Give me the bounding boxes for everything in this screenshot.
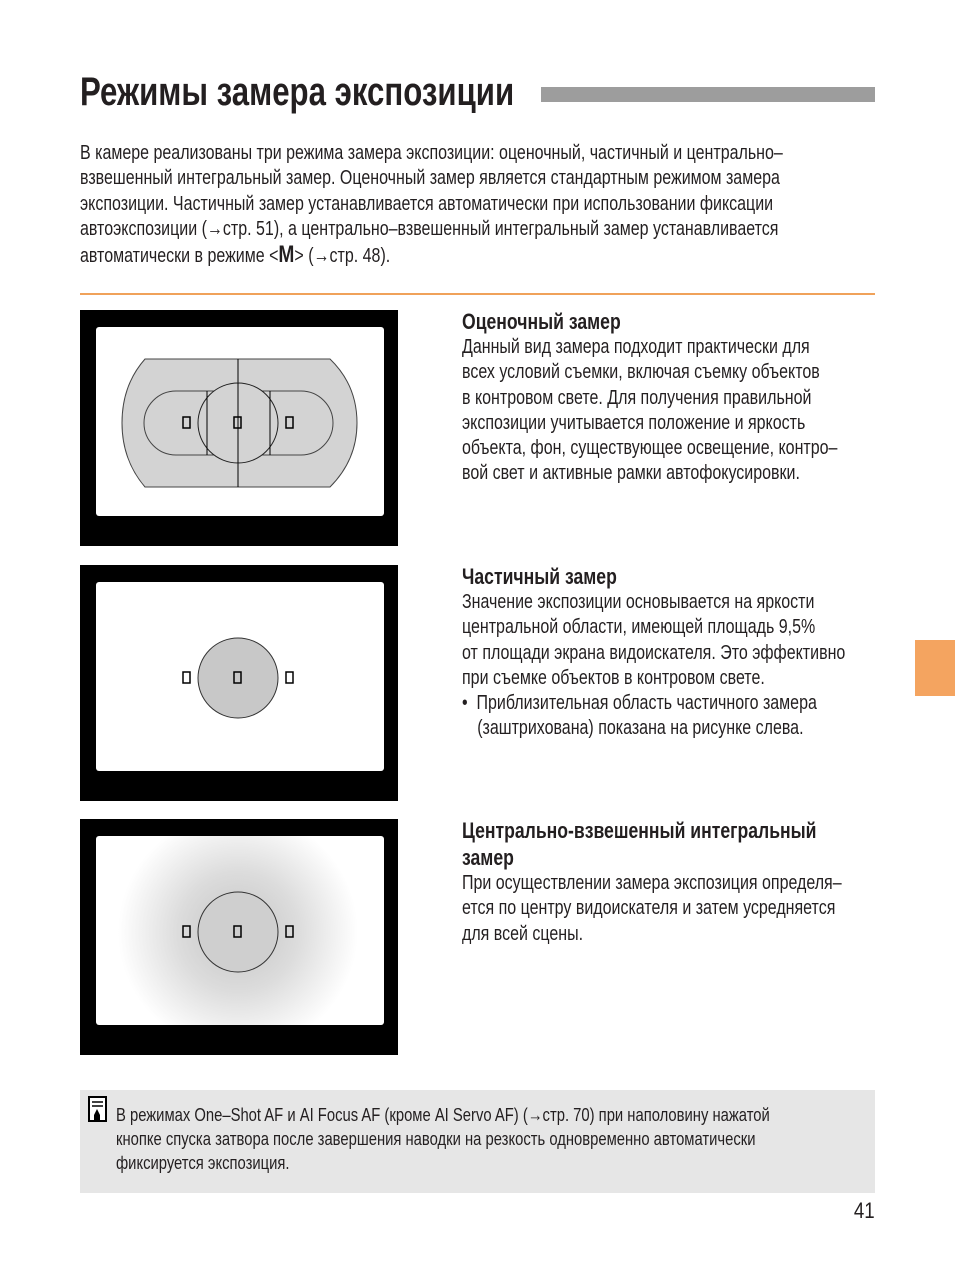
section-line: от площади экрана видоискателя. Это эффективно bbox=[462, 641, 846, 664]
section-line: центральной области, имеющей площадь 9,5% bbox=[462, 616, 816, 639]
center-weighted-metering-diagram bbox=[80, 819, 398, 1055]
bullet-item: • Приблизительная область частичного замера bbox=[462, 692, 817, 715]
section-line: вой свет и активные рамки автофокусировки. bbox=[462, 462, 800, 485]
section-line: Данный вид замера подходит практически для bbox=[462, 336, 810, 358]
note-line: В режимах One–Shot AF и AI Focus AF (кроме AI Servo AF) (→стр. 70) при наполовину нажатой bbox=[116, 1104, 770, 1125]
section-line: в контровом свете. Для получения правильной bbox=[462, 386, 812, 409]
section-line: экспозиции учитывается положение и яркость bbox=[462, 411, 806, 434]
intro-line bbox=[80, 242, 783, 267]
memo-icon bbox=[88, 1096, 108, 1124]
section-line: ется по центру видоискателя и затем усредняется bbox=[462, 897, 836, 920]
note-box bbox=[80, 1090, 875, 1193]
section-line: при съемке объектов в контровом свете. bbox=[462, 666, 765, 689]
section-evaluative bbox=[462, 308, 931, 487]
section-center-weighted bbox=[462, 817, 937, 947]
section-line: Значение экспозиции основывается на яркости bbox=[462, 591, 815, 613]
bullet-text: Приблизительная область частичного замера bbox=[476, 692, 817, 715]
section-heading: замер bbox=[462, 845, 514, 870]
note-line: кнопке спуска затвора после завершения наводки на резкость одновременно автоматически bbox=[116, 1128, 756, 1149]
title-bar bbox=[541, 87, 875, 102]
evaluative-metering-diagram bbox=[80, 310, 398, 546]
note-line: фиксируется экспозиция. bbox=[116, 1152, 290, 1173]
bullet-item-cont: (заштрихована) показана на рисунке слева. bbox=[477, 717, 804, 740]
page-title: Режимы замера экспозиции bbox=[80, 70, 515, 114]
divider bbox=[80, 293, 875, 295]
intro-line: автоэкспозиции (→стр. 51), а центрально–взвешенный интегральный замер устанавливается bbox=[80, 217, 779, 240]
page-number: 41 bbox=[853, 1198, 875, 1223]
intro-line: экспозиции. Частичный замер устанавливается автоматически при использовании фиксации bbox=[80, 192, 774, 215]
section-line: объекта, фон, существующее освещение, контро– bbox=[462, 437, 838, 460]
intro-line: В камере реализованы три режима замера экспозиции: оценочный, частичный и центрально– bbox=[80, 142, 783, 164]
section-heading: Центрально-взвешенный интегральный bbox=[462, 818, 817, 843]
chapter-tab bbox=[915, 640, 955, 696]
section-line: всех условий съемки, включая съемку объектов bbox=[462, 361, 820, 384]
section-line: При осуществлении замера экспозиция определя– bbox=[462, 872, 842, 894]
intro-text: > (→стр. 48). bbox=[294, 245, 391, 268]
mode-m-icon: M bbox=[278, 241, 295, 269]
intro-line: взвешенный интегральный замер. Оценочный замер является стандартным режимом замера bbox=[80, 167, 780, 190]
section-heading: Оценочный замер bbox=[462, 309, 621, 334]
intro-text: автоматически в режиме < bbox=[80, 245, 279, 268]
section-heading: Частичный замер bbox=[462, 564, 617, 589]
section-line: для всей сцены. bbox=[462, 922, 584, 945]
partial-metering-diagram bbox=[80, 565, 398, 801]
section-partial bbox=[462, 563, 941, 742]
intro-paragraph bbox=[80, 141, 955, 267]
